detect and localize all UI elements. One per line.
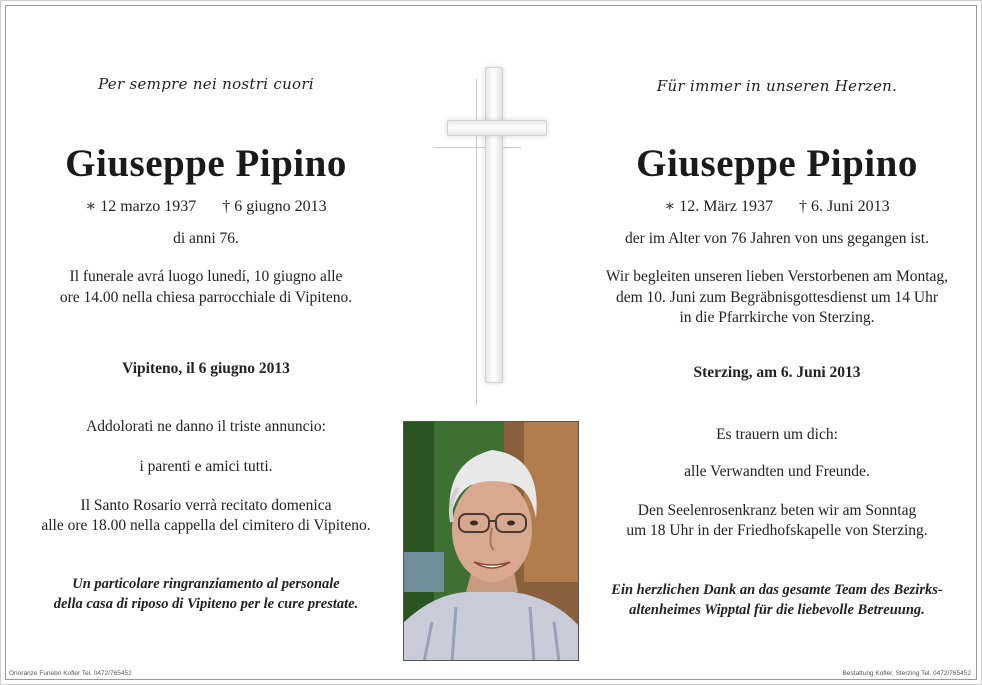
cross-icon: [485, 67, 503, 383]
german-announce: Es trauern um dich:: [716, 426, 838, 443]
footer-right: Bestattung Kofler, Sterzing Tel. 0472/765452: [842, 670, 971, 677]
german-thanks-line-1: Ein herzlichen Dank an das gesamte Team des Bezirks-: [611, 582, 943, 598]
german-dates: [587, 196, 967, 216]
italian-motto: Per sempre nei nostri cuori: [98, 75, 314, 93]
italian-funeral-line-2: ore 14.00 nella chiesa parrocchiale di Vipiteno.: [59, 289, 353, 306]
german-birth-date: ∗ 12. März 1937: [664, 198, 773, 215]
portrait-photo: [403, 421, 579, 661]
german-name: Giuseppe Pipino: [636, 142, 918, 185]
german-death-date: † 6. Juni 2013: [798, 198, 890, 215]
italian-thanks-line-1: Un particolare ringranziamento al personale: [72, 576, 340, 592]
german-funeral-line-1: Wir begleiten unseren lieben Verstorbenen am Montag,: [605, 268, 949, 285]
german-rosary-line-1: Den Seelenrosenkranz beten wir am Sonntag: [637, 502, 917, 519]
german-mourners: alle Verwandten und Freunde.: [684, 463, 870, 480]
german-motto: Für immer in unseren Herzen.: [656, 77, 898, 95]
italian-rosary-line-1: Il Santo Rosario verrà recitato domenica: [80, 497, 332, 514]
german-rosary-line-2: um 18 Uhr in der Friedhofskapelle von Sterzing.: [626, 522, 928, 539]
italian-name: Giuseppe Pipino: [65, 142, 347, 185]
portrait-illustration: [404, 422, 579, 661]
italian-death-date: † 6 giugno 2013: [222, 198, 327, 215]
german-funeral-line-3: in die Pfarrkirche von Sterzing.: [679, 309, 875, 326]
italian-mourners: i parenti e amici tutti.: [139, 458, 273, 475]
italian-age: di anni 76.: [173, 230, 239, 247]
german-age: der im Alter von 76 Jahren von uns gegangen ist.: [625, 230, 929, 247]
italian-thanks-line-2: della casa di riposo di Vipiteno per le cure prestate.: [53, 596, 359, 612]
italian-birth-date: ∗ 12 marzo 1937: [85, 198, 197, 215]
cross-icon-bar: [447, 120, 547, 136]
german-funeral-line-2: dem 10. Juni zum Begräbnisgottesdienst um 14 Uhr: [615, 289, 939, 306]
italian-place-date: Vipiteno, il 6 giugno 2013: [122, 360, 290, 377]
italian-funeral-line-1: Il funerale avrá luogo lunedí, 10 giugno alle: [69, 268, 343, 285]
italian-announce: Addolorati ne danno il triste annuncio:: [86, 418, 326, 435]
footer-left: Onoranze Funebri Kofler Tel. 0472/765452: [9, 670, 132, 677]
italian-rosary-line-2: alle ore 18.00 nella cappella del cimitero di Vipiteno.: [41, 517, 371, 534]
german-thanks-line-2: altenheimes Wipptal für die liebevolle Betreuung.: [629, 602, 925, 618]
italian-dates: [31, 196, 381, 216]
cross-shadow-horizontal: [433, 147, 521, 148]
german-place-date: Sterzing, am 6. Juni 2013: [693, 364, 861, 381]
